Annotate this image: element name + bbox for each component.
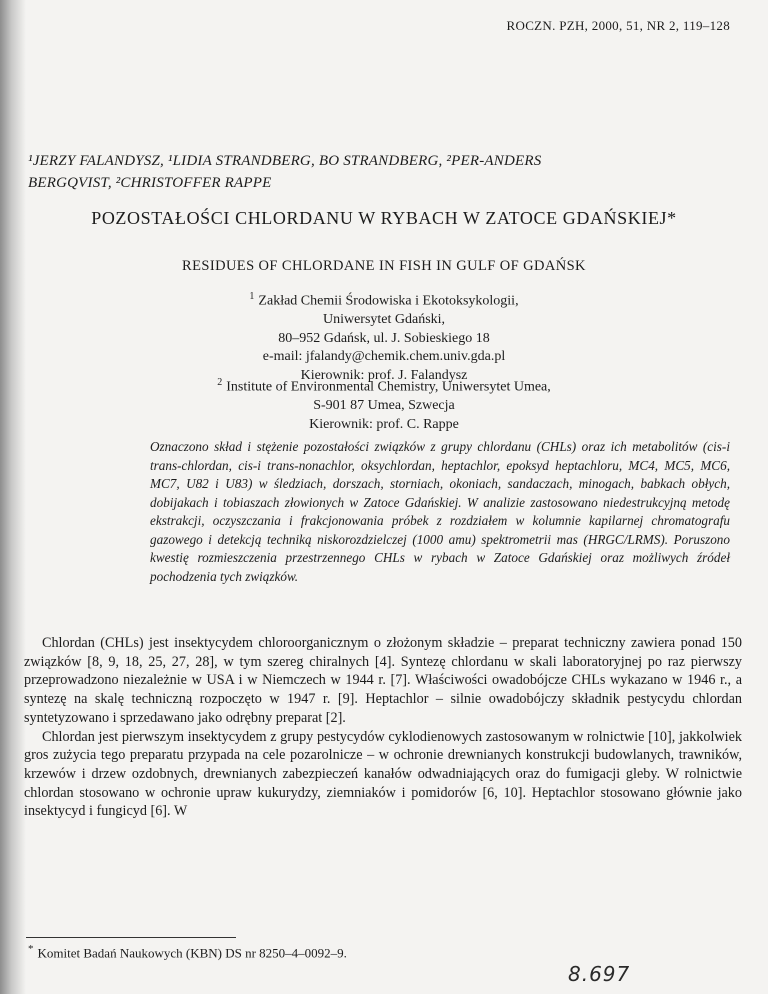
affiliation-2-number: 2 — [217, 377, 223, 388]
scan-edge-shadow — [0, 0, 26, 994]
affiliation-1-email: e-mail: jfalandy@chemik.chem.univ.gda.pl — [262, 349, 506, 365]
author-list — [28, 150, 718, 194]
affiliation-1 — [0, 288, 768, 385]
affiliation-2-line: $^2$ Institute of Environmental Chemistry, Uniwersytet Umea, — [217, 377, 551, 395]
author-line-2: BERGQVIST, ²CHRISTOFFER RAPPE — [28, 175, 272, 191]
affiliation-2-head: Kierownik: prof. C. Rappe — [309, 416, 459, 432]
abstract: Oznaczono skład i stężenie pozostałości związków z grupy chlordanu (CHLs) oraz ich metabolitów (cis-i trans-chlordan, cis-i trans-nonachlor, oksychlordan, heptachlor, epoksyd heptachloru, MC4, MC5, MC6, MC7, U82 i U83) w śledziach, dorszach, storniach, okoniach, sandaczach, minogach, babkach obłych, dobijakach i tobiaszach złowionych w Zatoce Gdańskiej. W analizie zastosowano niedestrukcyjną metodę ekstrakcji, oczyszczania i frakcjonowania próbek z rozdziałem w kolumnie kapilarnej chromatografu gazowego i detekcją techniką niskorozdzielczej (1000 amu) spektrometrii mas (HRGC/LRMS). Poruszono kwestię rozmieszczenia przestrzennego CHLs w rybach w Zatoce Gdańskiej oraz możliwych źródeł pochodzenia tych związków. — [150, 439, 730, 584]
affiliation-1-line: 80–952 Gdańsk, ul. J. Sobieskiego 18 — [278, 330, 490, 346]
affiliation-1-line: $^1$ Zakład Chemii Środowiska i Ekotoksykologii, — [249, 291, 519, 309]
title-polish: POZOSTAŁOŚCI CHLORDANU W RYBACH W ZATOCE GDAŃSKIEJ* — [91, 208, 677, 228]
footnote-divider — [26, 937, 236, 938]
affiliation-2-line: S-901 87 Umea, Szwecja — [313, 398, 455, 414]
title-english: RESIDUES OF CHLORDANE IN FISH IN GULF OF GDAŃSK — [182, 258, 586, 274]
body-text — [24, 634, 742, 821]
footnote-marker: * — [28, 943, 34, 955]
journal-reference: ROCZN. PZH, 2000, 51, NR 2, 119–128 — [506, 18, 730, 33]
body-paragraph-1: Chlordan (CHLs) jest insektycydem chloroorganicznym o złożonym składzie – preparat techniczny zawiera ponad 150 związków [8, 9, 18, 25, 27, 28], w tym szereg chiralnych [4]. Syntezę chlordanu w skali laboratoryjnej po raz pierwszy przeprowadzono niezależnie w USA i w Niemczech w 1944 r. [7]. Właściwości owadobójcze CHLs wykazano w 1946 r., a syntezę na skalę techniczną rozpoczęto w 1947 r. [9]. Heptachlor – silnie owadobójczy składnik pestycydu chlordan syntetyzowano i sprzedawano jako odrębny preparat [2]. — [24, 635, 742, 726]
handwritten-catalog-number: 8.697 — [568, 962, 631, 986]
footnote-text: Komitet Badań Naukowych (KBN) DS nr 8250–4–0092–9. — [37, 945, 347, 961]
affiliation-1-number: 1 — [249, 291, 255, 302]
affiliation-2 — [0, 374, 768, 434]
affiliation-1-head: Kierownik: prof. J. Falandysz — [300, 367, 468, 383]
affiliation-1-line: Uniwersytet Gdański, — [322, 312, 446, 328]
footnote — [28, 943, 347, 961]
author-line-1: ¹JERZY FALANDYSZ, ¹LIDIA STRANDBERG, BO STRANDBERG, ²PER-ANDERS — [28, 153, 542, 169]
body-paragraph-2: Chlordan jest pierwszym insektycydem z grupy pestycydów cyklodienowych zastosowanym w rolnictwie [10], jakkolwiek gros zużycia tego preparatu przypada na cele pozarolnicze – w ochronie drewnianych konstrukcji budowlanych, trawników, krzewów i drzew ozdobnych, drewnianych zabezpieczeń kanałów odwadniających oraz do fumigacji gleby. W rolnictwie chlordan stosowano w ochronie upraw kukurydzy, ziemniaków i pomidorów [6, 10]. Heptachlor stosowano głównie jako insektycyd i fungicyd [6]. W — [24, 728, 742, 820]
